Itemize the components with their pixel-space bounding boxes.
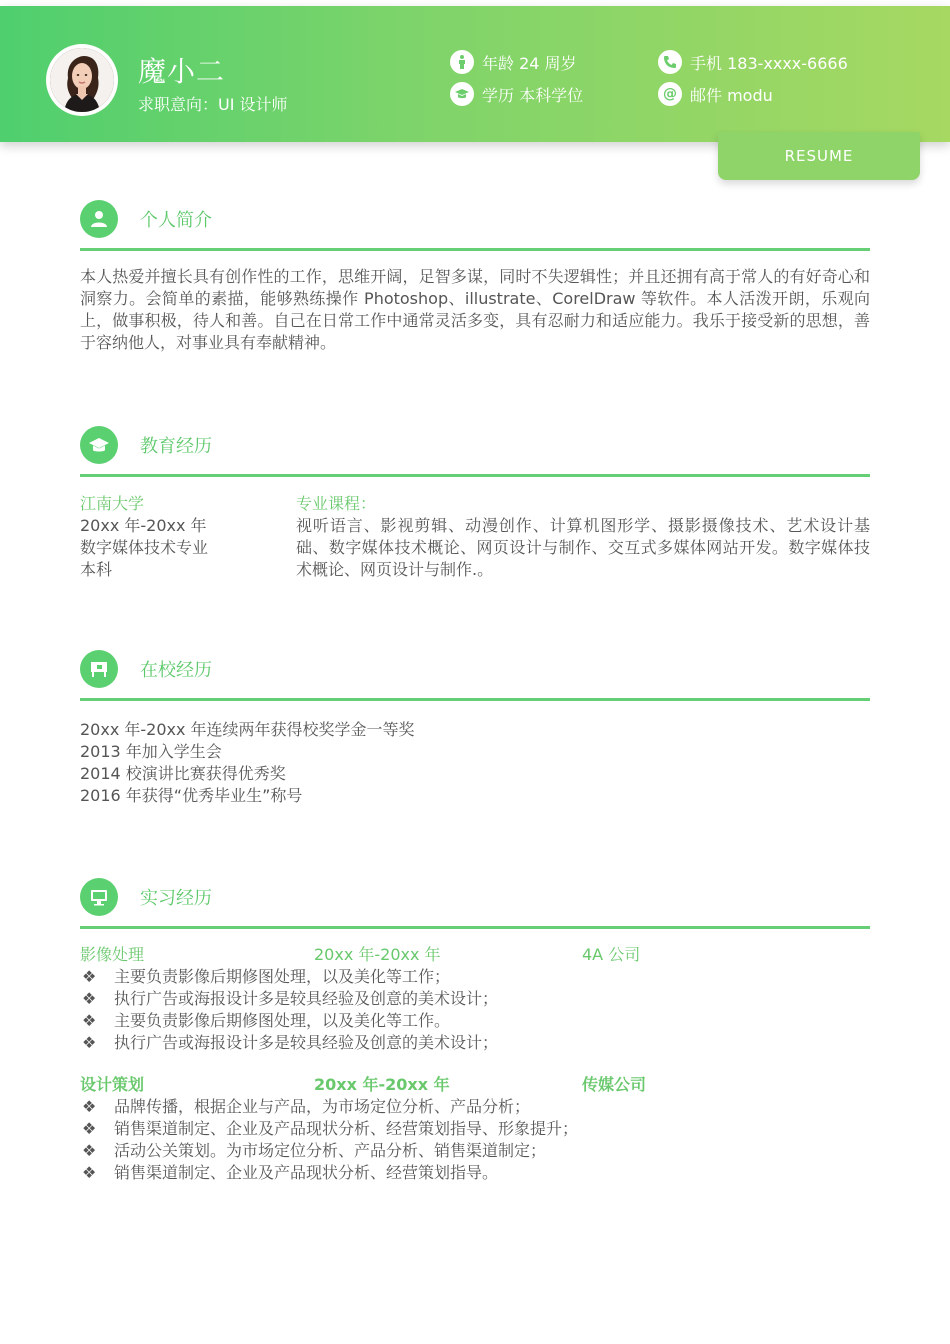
bullet-text: 执行广告或海报设计多是较具经验及创意的美术设计； [114, 1033, 499, 1052]
education-info [450, 82, 583, 106]
phone-info [658, 50, 848, 74]
age-text: 年龄 24 周岁 [482, 53, 577, 73]
portrait-icon [50, 48, 114, 112]
education-period: 20xx 年-20xx 年 [80, 516, 207, 535]
list-item [80, 1140, 870, 1162]
school-name: 江南大学 [80, 494, 145, 513]
email-text: 邮件 modu [690, 85, 773, 105]
diamond-bullet-icon: ❖ [82, 1097, 97, 1116]
phone-icon [658, 50, 682, 74]
courses-text: 视听语言、影视剪辑、动漫创作、计算机图形学、摄影摄像技术、艺术设计基础、数字媒体技术概论、网页设计与制作、交互式多媒体网站开发。数字媒体技术概论、网页设计与制作.。 [296, 516, 870, 579]
at-icon: @ [658, 82, 682, 106]
bullet-text: 主要负责影像后期修图处理，以及美化等工作。 [114, 1011, 451, 1030]
person-icon [450, 50, 474, 74]
list-item [80, 1096, 870, 1118]
graduation-cap-icon [80, 426, 118, 464]
list-item [80, 1118, 870, 1140]
diamond-bullet-icon: ❖ [82, 1163, 97, 1182]
list-item: 20xx 年-20xx 年连续两年获得校奖学金一等奖 [80, 720, 415, 739]
list-item [80, 1010, 870, 1032]
diamond-bullet-icon: ❖ [82, 967, 97, 986]
list-item: 2013 年加入学生会 [80, 742, 222, 761]
graduation-cap-icon [450, 82, 474, 106]
job-bullets [80, 1096, 870, 1184]
list-item: 2014 校演讲比赛获得优秀奖 [80, 764, 286, 783]
diamond-bullet-icon: ❖ [82, 1141, 97, 1160]
profile-text: 本人热爱并擅长具有创作性的工作，思维开阔，足智多谋，同时不失逻辑性；并且还拥有高于常人的有好奇心和洞察力。会简单的素描，能够熟练操作 Photoshop、illustrate、CorelDraw 等软件。本人活泼开朗，乐观向上，做事积极，待人和善。自己在日常工作中通常灵活多变，具有忍耐力和适应能力。我乐于接受新的思想，善于容纳他人，对事业具有奉献精神。 [80, 267, 870, 352]
job-role: 设计策划 [80, 1075, 145, 1094]
list-item [80, 1162, 870, 1184]
job-period: 20xx 年-20xx 年 [314, 945, 441, 964]
monitor-icon [80, 878, 118, 916]
diamond-bullet-icon: ❖ [82, 989, 97, 1008]
header-banner [0, 6, 950, 142]
avatar [46, 44, 118, 116]
candidate-name: 魔小二 [138, 55, 226, 88]
section-divider [80, 698, 870, 701]
bullet-text: 主要负责影像后期修图处理，以及美化等工作； [114, 967, 451, 986]
internship-title: 实习经历 [140, 888, 212, 909]
job-bullets [80, 966, 870, 1054]
education-summary [80, 493, 280, 581]
job-company: 传媒公司 [582, 1075, 647, 1094]
bullet-text: 销售渠道制定、企业及产品现状分析、经营策划指导。 [114, 1163, 499, 1182]
campus-title: 在校经历 [140, 660, 212, 681]
job-company: 4A 公司 [582, 945, 641, 964]
courses-label: 专业课程： [296, 494, 377, 513]
list-item [80, 1032, 870, 1054]
list-item [80, 966, 870, 988]
job-period: 20xx 年-20xx 年 [314, 1075, 450, 1094]
bullet-text: 品牌传播，根据企业与产品，为市场定位分析、产品分析； [114, 1097, 531, 1116]
section-divider [80, 474, 870, 477]
phone-text: 手机 183-xxxx-6666 [690, 53, 848, 73]
education-major: 数字媒体技术专业 [80, 538, 209, 557]
education-title: 教育经历 [140, 436, 212, 457]
diamond-bullet-icon: ❖ [82, 1033, 97, 1052]
job-role: 影像处理 [80, 945, 145, 964]
email-info [658, 82, 773, 106]
section-divider [80, 248, 870, 251]
presentation-board-icon [80, 650, 118, 688]
job-intention: 求职意向：UI 设计师 [138, 95, 288, 114]
list-item [80, 988, 870, 1010]
avatar-photo [50, 48, 114, 112]
list-item: 2016 年获得“优秀毕业生”称号 [80, 786, 303, 805]
user-icon [80, 200, 118, 238]
bullet-text: 活动公关策划。为市场定位分析、产品分析、销售渠道制定； [114, 1141, 547, 1160]
bullet-text: 销售渠道制定、企业及产品现状分析、经营策划指导、形象提升； [114, 1119, 579, 1138]
courses-block [296, 493, 870, 581]
age-info [450, 50, 577, 74]
diamond-bullet-icon: ❖ [82, 1119, 97, 1138]
education-text: 学历 本科学位 [482, 85, 584, 105]
education-degree: 本科 [80, 560, 113, 579]
diamond-bullet-icon: ❖ [82, 1011, 97, 1030]
profile-title: 个人简介 [140, 210, 212, 231]
bullet-text: 执行广告或海报设计多是较具经验及创意的美术设计； [114, 989, 499, 1008]
campus-list [80, 719, 870, 807]
section-divider [80, 926, 870, 929]
resume-tab: RESUME [718, 132, 920, 180]
